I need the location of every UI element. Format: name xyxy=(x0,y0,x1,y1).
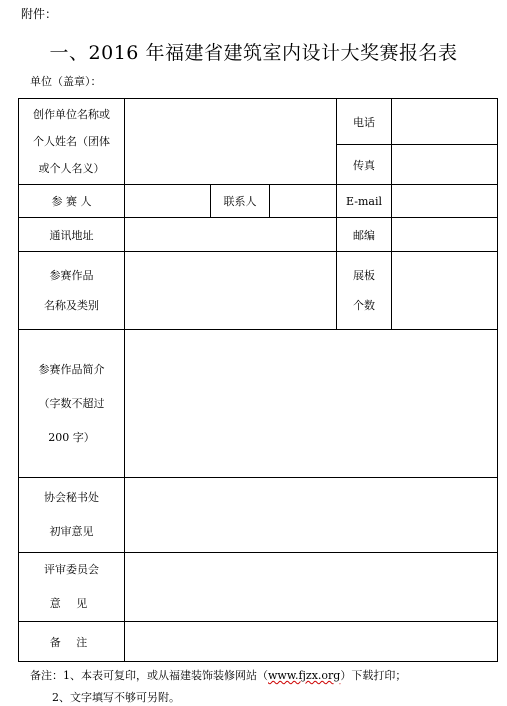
work-label-line2: 名称及类别 xyxy=(44,298,99,312)
creator-label-line2: 个人姓名（团体 xyxy=(33,135,110,148)
creator-value-cell[interactable] xyxy=(125,99,337,185)
note-line1 xyxy=(30,667,406,683)
unit-label: 单位（盖章）： xyxy=(30,75,102,88)
address-label: 通讯地址 xyxy=(19,218,125,252)
email-label: E-mail xyxy=(337,185,392,218)
work-label-line1: 参赛作品 xyxy=(49,268,94,282)
fax-label: 传真 xyxy=(337,145,392,185)
remarks-label: 备 注 xyxy=(19,622,125,662)
secretariat-label-line1: 协会秘书处 xyxy=(44,491,99,504)
contact-value-cell[interactable] xyxy=(270,185,337,218)
secretariat-value-cell[interactable] xyxy=(125,478,498,553)
note-line1-suffix: ）下载打印； xyxy=(340,669,407,682)
participant-label: 参 赛 人 xyxy=(19,185,125,218)
remarks-value-cell[interactable] xyxy=(125,622,498,662)
jury-label-line2: 意 见 xyxy=(49,597,94,610)
email-value-cell[interactable] xyxy=(392,185,498,218)
intro-label-line1: 参赛作品简介 xyxy=(38,362,105,376)
intro-label-cell xyxy=(19,330,125,478)
panel-label-cell xyxy=(337,252,392,330)
intro-label-line2: （字数不超过 xyxy=(38,396,105,410)
address-value-cell[interactable] xyxy=(125,218,337,252)
phone-label: 电话 xyxy=(337,99,392,145)
jury-label-line1: 评审委员会 xyxy=(44,563,99,576)
jury-label-cell xyxy=(19,553,125,622)
website-link[interactable]: www.fjzx.org xyxy=(268,669,341,682)
attachment-label: 附件： xyxy=(21,7,58,21)
creator-label-line1: 创作单位名称或 xyxy=(33,108,110,121)
postcode-value-cell[interactable] xyxy=(392,218,498,252)
secretariat-label-cell xyxy=(19,478,125,553)
panel-value-cell[interactable] xyxy=(392,252,498,330)
phone-value-cell[interactable] xyxy=(392,99,498,145)
creator-label-cell xyxy=(19,99,125,185)
creator-label-line3: 或个人名义） xyxy=(38,162,105,175)
registration-form-table xyxy=(18,98,498,662)
page-title: 一、2016 年福建省建筑室内设计大奖赛报名表 xyxy=(49,42,458,64)
secretariat-label-line2: 初审意见 xyxy=(49,525,94,538)
note-line2: 2、文字填写不够可另附。 xyxy=(52,691,180,704)
panel-label-line2: 个数 xyxy=(353,298,376,312)
panel-label-line1: 展板 xyxy=(353,268,376,282)
participant-value-cell[interactable] xyxy=(125,185,211,218)
work-value-cell[interactable] xyxy=(125,252,337,330)
intro-label-line3: 200 字） xyxy=(48,430,95,444)
jury-value-cell[interactable] xyxy=(125,553,498,622)
note-line1-prefix: 备注：1、本表可复印，或从福建装饰装修网站（ xyxy=(30,669,268,682)
intro-value-cell[interactable] xyxy=(125,330,498,478)
postcode-label: 邮编 xyxy=(337,218,392,252)
fax-value-cell[interactable] xyxy=(392,145,498,185)
work-label-cell xyxy=(19,252,125,330)
contact-label: 联系人 xyxy=(211,185,270,218)
